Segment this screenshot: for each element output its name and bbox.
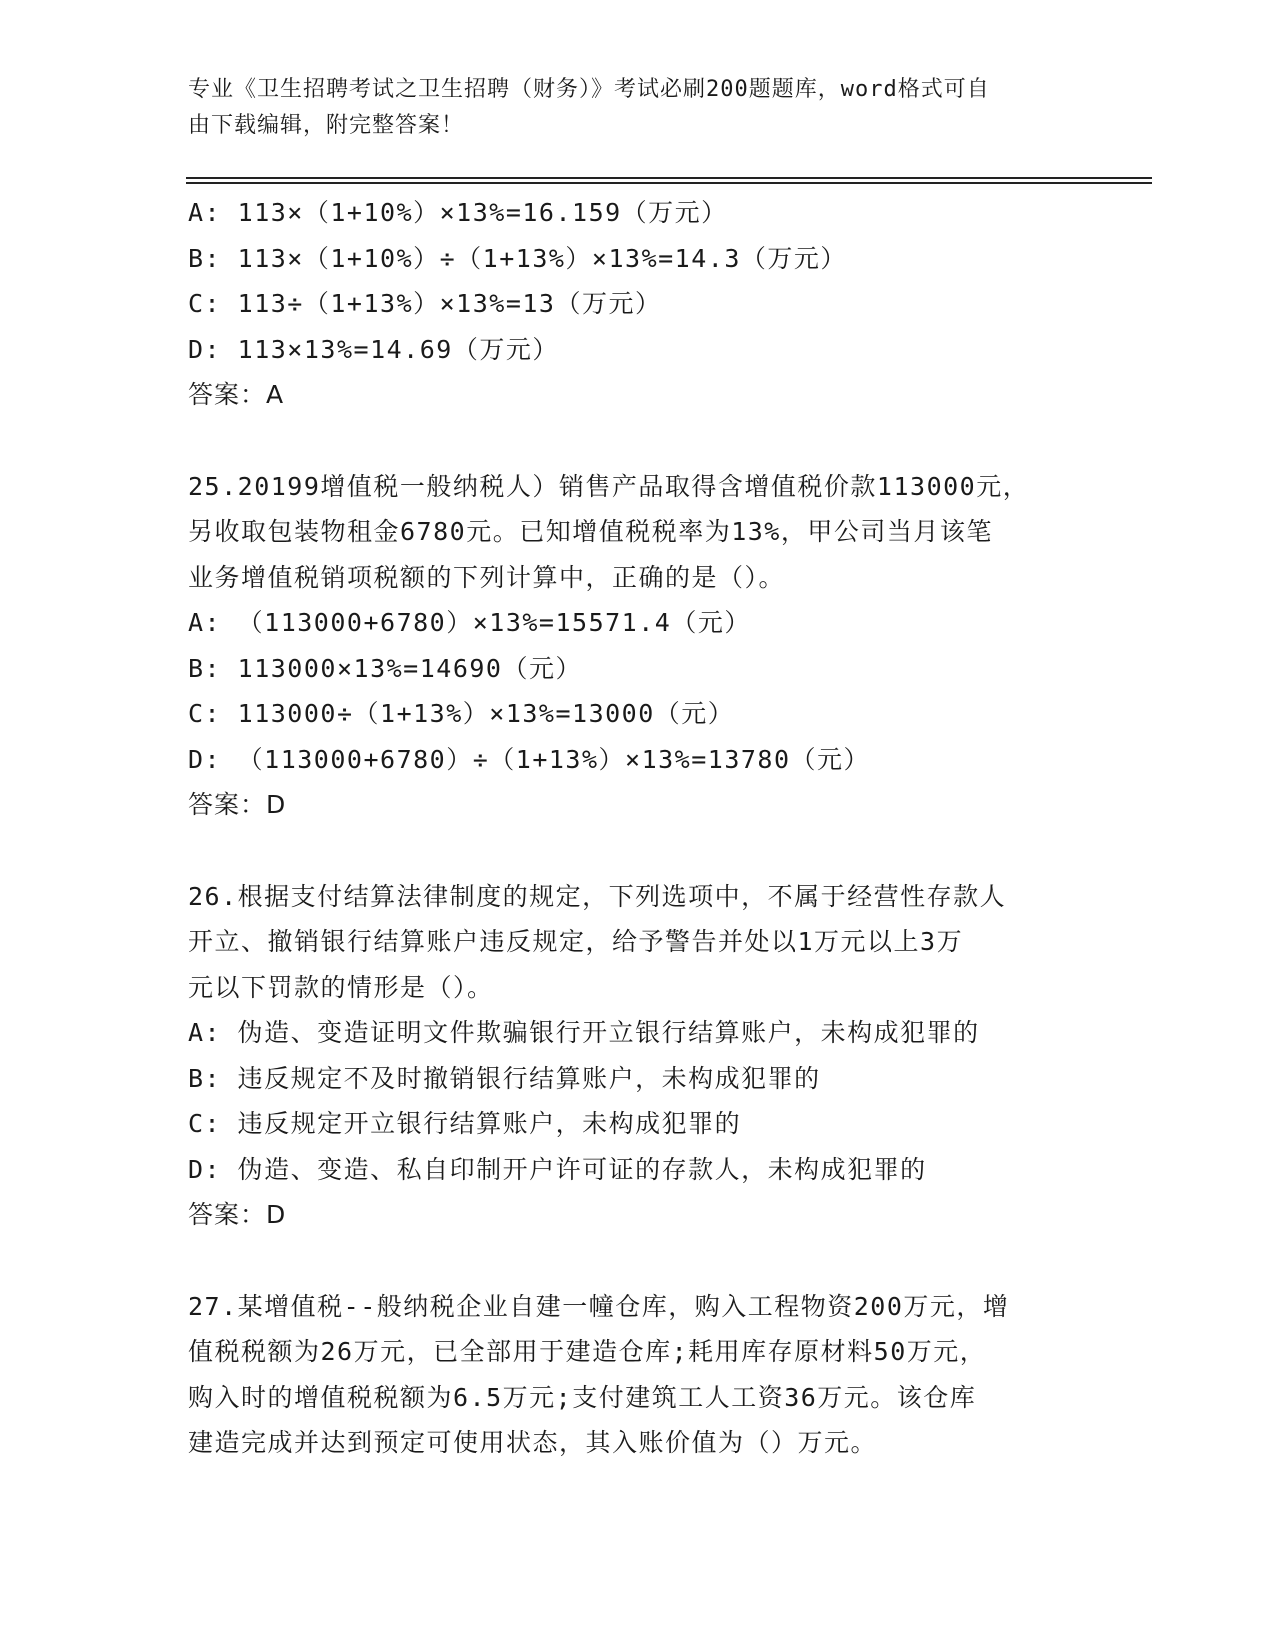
q25-stem-line-2: 另收取包装物租金6780元。已知增值税税率为13%，甲公司当月该笔	[188, 517, 993, 546]
q25-answer: 答案：D	[188, 790, 287, 819]
question-24-block	[188, 190, 1088, 418]
question-25-block	[188, 464, 1088, 828]
header-divider-bottom	[186, 182, 1152, 184]
q26-option-d: D: 伪造、变造、私自印制开户许可证的存款人，未构成犯罪的	[188, 1154, 927, 1184]
question-26-block	[188, 874, 1088, 1238]
q26-stem-line-3: 元以下罚款的情形是（）。	[188, 972, 494, 1002]
document-body	[188, 190, 1088, 1466]
q25-option-d: D: （113000+6780）÷（1+13%）×13%=13780（元）	[188, 744, 871, 774]
q25-option-b: B: 113000×13%=14690（元）	[188, 653, 582, 683]
q25-stem-line-3: 业务增值税销项税额的下列计算中，正确的是（）。	[188, 562, 786, 592]
spacer	[188, 418, 1088, 464]
q24-option-b: B: 113×（1+10%）÷（1+13%）×13%=14.3（万元）	[188, 243, 847, 273]
q24-option-c: C: 113÷（1+13%）×13%=13（万元）	[188, 289, 662, 318]
q26-answer: 答案：D	[188, 1200, 287, 1229]
header-line-1: 专业《卫生招聘考试之卫生招聘（财务）》考试必刷200题题库，word格式可自	[188, 77, 990, 102]
question-27-block	[188, 1284, 1088, 1466]
spacer	[188, 1238, 1088, 1284]
q24-answer: 答案：A	[188, 380, 285, 409]
q26-option-c: C: 违反规定开立银行结算账户，未构成犯罪的	[188, 1109, 742, 1138]
header-line-2: 由下载编辑，附完整答案！	[188, 113, 465, 138]
q27-stem-line-4: 建造完成并达到预定可使用状态，其入账价值为（）万元。	[188, 1428, 878, 1457]
document-header	[188, 72, 1068, 144]
spacer	[188, 828, 1088, 874]
q24-option-a: A: 113×（1+10%）×13%=16.159（万元）	[188, 198, 728, 227]
q25-option-a: A: （113000+6780）×13%=15571.4（元）	[188, 608, 751, 637]
q27-stem-line-1: 27.某增值税--般纳税企业自建一幢仓库，购入工程物资200万元，增	[188, 1291, 1010, 1321]
q27-stem-line-3: 购入时的增值税税额为6.5万元;支付建筑工人工资36万元。该仓库	[188, 1382, 977, 1412]
q26-stem-line-2: 开立、撤销银行结算账户违反规定，给予警告并处以1万元以上3万	[188, 927, 964, 956]
q25-stem-line-1: 25.20199增值税一般纳税人）销售产品取得含增值税价款113000元，	[188, 471, 1030, 501]
q27-stem-line-2: 值税税额为26万元，已全部用于建造仓库;耗用库存原材料50万元，	[188, 1337, 987, 1366]
q26-stem-line-1: 26.根据支付结算法律制度的规定，下列选项中，不属于经营性存款人	[188, 881, 1007, 911]
q24-option-d: D: 113×13%=14.69（万元）	[188, 334, 559, 364]
header-divider-top	[186, 177, 1152, 179]
q26-option-a: A: 伪造、变造证明文件欺骗银行开立银行结算账户，未构成犯罪的	[188, 1018, 980, 1047]
q25-option-c: C: 113000÷（1+13%）×13%=13000（元）	[188, 699, 735, 728]
q26-option-b: B: 违反规定不及时撤销银行结算账户，未构成犯罪的	[188, 1063, 821, 1093]
